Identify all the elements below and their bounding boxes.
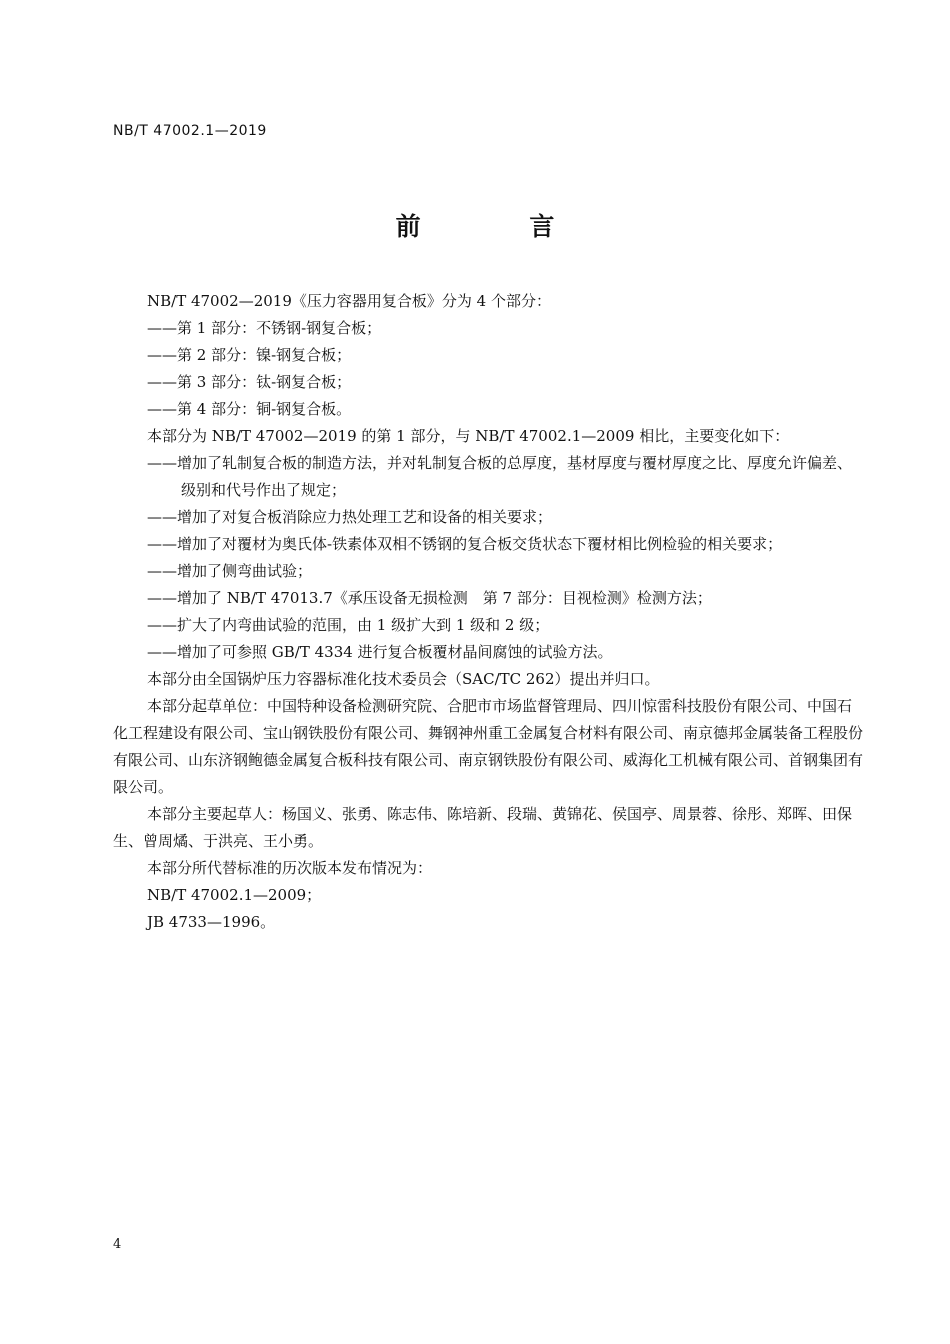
list-item-change1: ——增加了轧制复合板的制造方法，并对轧制复合板的总厚度，基材厚度与覆材厚度之比、厚度允许偏差、级别和代号作出了规定；: [147, 454, 853, 499]
history-item-2: JB 4733—1996。: [147, 913, 276, 931]
page-title: 前 言: [395, 212, 605, 241]
paragraph-drafting-units: 本部分起草单位：中国特种设备检测研究院、合肥市市场监督管理局、四川惊雷科技股份有限公司、中国石化工程建设有限公司、宝山钢铁股份有限公司、舞钢神州重工金属复合材料有限公司、南京德邦金属装备工程股份有限公司、山东济钢鲍德金属复合板科技有限公司、南京钢铁股份有限公司、威海化工机械有限公司、首钢集团有限公司。: [113, 697, 864, 796]
foreword-body: [113, 288, 863, 936]
page-number: 4: [113, 1237, 122, 1252]
list-item-part4: ——第 4 部分：铜-钢复合板。: [147, 400, 352, 418]
paragraph-intro: NB/T 47002—2019《压力容器用复合板》分为 4 个部分：: [147, 292, 551, 310]
list-item-change6: ——扩大了内弯曲试验的范围，由 1 级扩大到 1 级和 2 级；: [147, 616, 550, 634]
list-item-change7: ——增加了可参照 GB/T 4334 进行复合板覆材晶间腐蚀的试验方法。: [147, 643, 613, 661]
paragraph-changes-intro: 本部分为 NB/T 47002—2019 的第 1 部分，与 NB/T 47002.1—2009 相比，主要变化如下：: [147, 427, 790, 445]
list-item-part2: ——第 2 部分：镍-钢复合板；: [147, 346, 352, 364]
list-item-change3: ——增加了对覆材为奥氏体-铁素体双相不锈钢的复合板交货状态下覆材相比例检验的相关要求；: [147, 535, 783, 553]
list-item-part1: ——第 1 部分：不锈钢-钢复合板；: [147, 319, 382, 337]
paragraph-history-intro: 本部分所代替标准的历次版本发布情况为：: [147, 859, 433, 877]
paragraph-drafters: 本部分主要起草人：杨国义、张勇、陈志伟、陈培新、段瑞、黄锦花、侯国亭、周景蓉、徐彤、郑晖、田保生、曾周燏、于洪亮、王小勇。: [113, 805, 853, 850]
list-item-change2: ——增加了对复合板消除应力热处理工艺和设备的相关要求；: [147, 508, 553, 526]
history-item-1: NB/T 47002.1—2009；: [147, 886, 322, 904]
list-item-change4: ——增加了侧弯曲试验；: [147, 562, 313, 580]
standard-number-header: NB/T 47002.1—2019: [113, 123, 267, 139]
list-item-part3: ——第 3 部分：钛-钢复合板；: [147, 373, 352, 391]
paragraph-proposer: 本部分由全国锅炉压力容器标准化技术委员会（SAC/TC 262）提出并归口。: [147, 670, 660, 688]
list-item-change5: ——增加了 NB/T 47013.7《承压设备无损检测 第 7 部分：目视检测》检测方法；: [147, 589, 712, 607]
